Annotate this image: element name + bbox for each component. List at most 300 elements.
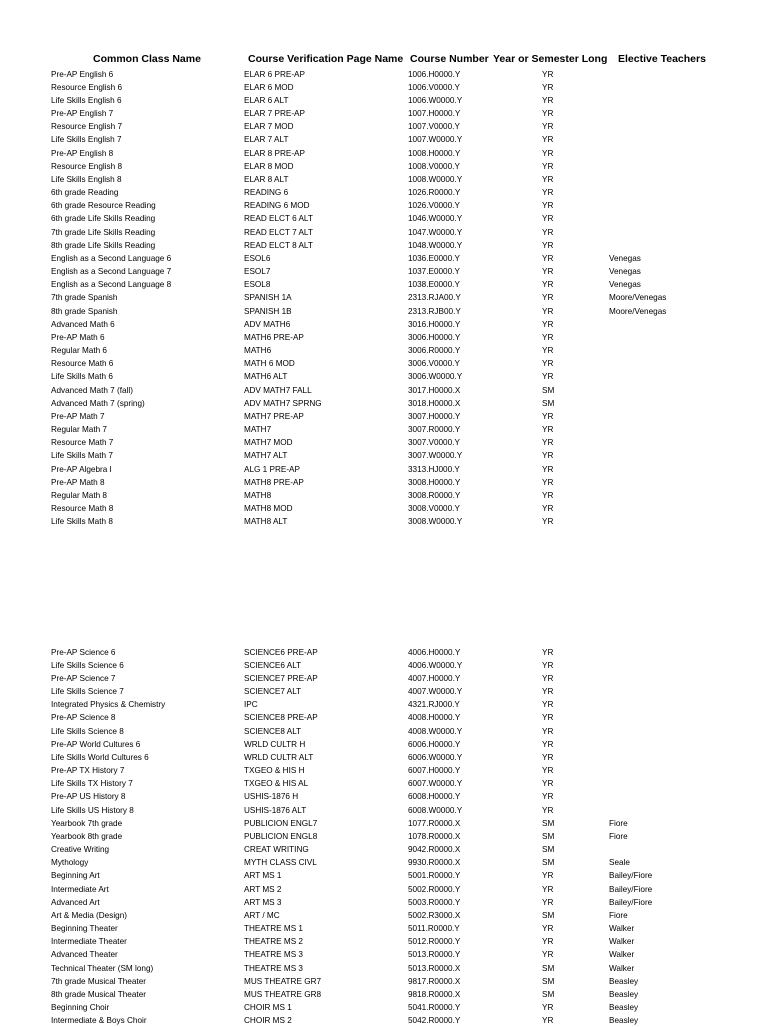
common-class-name-cell: 6th grade Life Skills Reading bbox=[51, 214, 156, 224]
course-row bbox=[0, 883, 768, 896]
course-row bbox=[0, 370, 768, 383]
year-or-semester-cell: YR bbox=[542, 438, 554, 448]
common-class-name-cell: Life Skills Math 7 bbox=[51, 451, 113, 461]
year-or-semester-cell: YR bbox=[542, 359, 554, 369]
year-or-semester-cell: YR bbox=[542, 425, 554, 435]
year-or-semester-cell: YR bbox=[542, 188, 554, 198]
course-number-cell: 9930.R0000.X bbox=[408, 858, 461, 868]
elective-teacher-cell: Beasley bbox=[609, 1003, 639, 1013]
course-row bbox=[0, 463, 768, 476]
course-verification-name-cell: MUS THEATRE GR7 bbox=[244, 976, 322, 986]
course-row bbox=[0, 843, 768, 856]
course-row bbox=[0, 384, 768, 397]
course-number-cell: 5003.R0000.Y bbox=[408, 897, 461, 907]
course-number-cell: 1077.R0000.X bbox=[408, 818, 461, 828]
course-number-cell: 1037.E0000.Y bbox=[408, 267, 460, 277]
course-verification-name-cell: WRLD CULTR H bbox=[244, 739, 306, 749]
year-or-semester-cell: YR bbox=[542, 1016, 554, 1026]
course-row bbox=[0, 173, 768, 186]
common-class-name-cell: Resource Math 8 bbox=[51, 504, 114, 514]
common-class-name-cell: Pre-AP Science 6 bbox=[51, 647, 116, 657]
course-number-cell: 5002.R0000.Y bbox=[408, 884, 461, 894]
course-verification-name-cell: ART MS 3 bbox=[244, 897, 282, 907]
course-number-cell: 3007.W0000.Y bbox=[408, 451, 463, 461]
year-or-semester-cell: YR bbox=[542, 937, 554, 947]
course-row bbox=[0, 515, 768, 528]
course-row bbox=[0, 685, 768, 698]
course-number-cell: 4006.H0000.Y bbox=[408, 647, 461, 657]
course-row bbox=[0, 133, 768, 146]
year-or-semester-cell: YR bbox=[542, 95, 554, 105]
common-class-name-cell: Art & Media (Design) bbox=[51, 910, 127, 920]
year-or-semester-cell: YR bbox=[542, 346, 554, 356]
common-class-name-cell: Resource English 7 bbox=[51, 122, 122, 132]
common-class-name-cell: Life Skills TX History 7 bbox=[51, 779, 133, 789]
course-number-cell: 3007.H0000.Y bbox=[408, 411, 461, 421]
course-row bbox=[0, 318, 768, 331]
year-or-semester-cell: YR bbox=[542, 687, 554, 696]
course-row bbox=[0, 147, 768, 160]
course-number-cell: 6008.W0000.Y bbox=[408, 805, 463, 815]
course-number-cell: 3007.R0000.Y bbox=[408, 425, 461, 435]
course-number-cell: 5001.R0000.Y bbox=[408, 871, 461, 881]
common-class-name-cell: Advanced Art bbox=[51, 897, 100, 907]
common-class-name-cell: Advanced Math 7 (spring) bbox=[51, 398, 145, 408]
course-verification-name-cell: PUBLICION ENGL8 bbox=[244, 831, 318, 841]
year-or-semester-cell: YR bbox=[542, 647, 554, 657]
course-row bbox=[0, 199, 768, 212]
course-number-cell: 2313.RJB00.Y bbox=[408, 306, 461, 316]
course-verification-name-cell: ART MS 2 bbox=[244, 884, 282, 894]
elective-teacher-cell: Fiore bbox=[609, 831, 628, 841]
common-class-name-cell: English as a Second Language 8 bbox=[51, 280, 172, 290]
course-verification-name-cell: CREAT WRITING bbox=[244, 845, 309, 855]
course-number-cell: 3006.R0000.Y bbox=[408, 346, 461, 356]
course-verification-name-cell: ART MS 1 bbox=[244, 871, 282, 881]
course-number-cell: 1006.H0000.Y bbox=[408, 69, 461, 79]
common-class-name-cell: 7th grade Spanish bbox=[51, 293, 118, 303]
year-or-semester-cell: YR bbox=[542, 897, 554, 907]
year-or-semester-cell: YR bbox=[542, 201, 554, 211]
course-row bbox=[0, 1001, 768, 1014]
course-verification-name-cell: ELAR 6 ALT bbox=[244, 95, 289, 105]
common-class-name-cell: 6th grade Resource Reading bbox=[51, 201, 156, 211]
common-class-name-cell: Pre-AP English 8 bbox=[51, 148, 114, 158]
course-number-cell: 1036.E0000.Y bbox=[408, 253, 460, 263]
course-number-cell: 5042.R0000.Y bbox=[408, 1016, 461, 1026]
course-verification-name-cell: WRLD CULTR ALT bbox=[244, 752, 314, 762]
common-class-name-cell: Pre-AP Science 7 bbox=[51, 673, 116, 683]
elective-teacher-cell: Fiore bbox=[609, 818, 628, 828]
course-row bbox=[0, 449, 768, 462]
course-row bbox=[0, 646, 768, 659]
course-row bbox=[0, 777, 768, 790]
course-verification-name-cell: THEATRE MS 1 bbox=[244, 924, 303, 934]
course-verification-name-cell: SCIENCE7 PRE-AP bbox=[244, 673, 318, 683]
course-row bbox=[0, 869, 768, 882]
course-verification-name-cell: THEATRE MS 2 bbox=[244, 937, 303, 947]
course-row bbox=[0, 698, 768, 711]
course-verification-name-cell: ESOL7 bbox=[244, 267, 271, 277]
common-class-name-cell: Advanced Math 7 (fall) bbox=[51, 385, 133, 395]
common-class-name-cell: English as a Second Language 7 bbox=[51, 267, 172, 277]
elective-teacher-cell: Moore/Venegas bbox=[609, 306, 667, 316]
course-verification-name-cell: MATH6 ALT bbox=[244, 372, 288, 382]
common-class-name-cell: Intermediate Theater bbox=[51, 937, 127, 947]
common-class-name-cell: Life Skills Math 8 bbox=[51, 517, 113, 527]
course-verification-name-cell: USHIS-1876 ALT bbox=[244, 805, 307, 815]
year-or-semester-cell: YR bbox=[542, 372, 554, 382]
course-verification-name-cell: READ ELCT 6 ALT bbox=[244, 214, 313, 224]
year-or-semester-cell: SM bbox=[542, 385, 555, 395]
course-number-cell: 1038.E0000.Y bbox=[408, 280, 460, 290]
course-number-cell: 4008.W0000.Y bbox=[408, 726, 463, 736]
common-class-name-cell: Pre-AP English 6 bbox=[51, 69, 114, 79]
year-or-semester-cell: SM bbox=[542, 976, 555, 986]
year-or-semester-cell: YR bbox=[542, 293, 554, 303]
common-class-name-cell: Pre-AP Math 7 bbox=[51, 411, 105, 421]
course-row bbox=[0, 423, 768, 436]
year-or-semester-cell: YR bbox=[542, 792, 554, 802]
year-or-semester-cell: YR bbox=[542, 884, 554, 894]
common-class-name-cell: Pre-AP World Cultures 6 bbox=[51, 739, 141, 749]
course-number-cell: 3017.H0000.X bbox=[408, 385, 461, 395]
course-number-cell: 1008.V0000.Y bbox=[408, 161, 460, 171]
year-or-semester-cell: YR bbox=[542, 490, 554, 500]
common-class-name-cell: 7th grade Musical Theater bbox=[51, 976, 146, 986]
course-verification-name-cell: ELAR 7 PRE-AP bbox=[244, 109, 305, 118]
course-row bbox=[0, 94, 768, 107]
year-or-semester-cell: YR bbox=[542, 950, 554, 960]
course-number-cell: 6006.H0000.Y bbox=[408, 739, 461, 749]
common-class-name-cell: Life Skills English 8 bbox=[51, 174, 122, 184]
course-row bbox=[0, 1014, 768, 1027]
course-verification-name-cell: ELAR 8 ALT bbox=[244, 174, 289, 184]
course-verification-name-cell: MYTH CLASS CIVL bbox=[244, 858, 317, 868]
year-or-semester-cell: YR bbox=[542, 227, 554, 237]
course-number-cell: 1026.R0000.Y bbox=[408, 188, 461, 198]
course-verification-name-cell: THEATRE MS 3 bbox=[244, 950, 303, 960]
course-number-cell: 4008.H0000.Y bbox=[408, 713, 461, 723]
course-row bbox=[0, 344, 768, 357]
course-row bbox=[0, 988, 768, 1001]
year-or-semester-cell: YR bbox=[542, 411, 554, 421]
year-or-semester-cell: SM bbox=[542, 963, 555, 973]
year-or-semester-cell: YR bbox=[542, 805, 554, 815]
course-number-cell: 9042.R0000.X bbox=[408, 845, 461, 855]
elective-teacher-cell: Venegas bbox=[609, 267, 641, 277]
elective-teacher-cell: Seale bbox=[609, 858, 630, 868]
course-number-cell: 5041.R0000.Y bbox=[408, 1003, 461, 1013]
course-row bbox=[0, 817, 768, 830]
year-or-semester-cell: YR bbox=[542, 517, 554, 527]
course-number-cell: 1007.W0000.Y bbox=[408, 135, 463, 145]
course-row bbox=[0, 331, 768, 344]
course-row bbox=[0, 922, 768, 935]
elective-teacher-cell: Walker bbox=[609, 937, 635, 947]
course-row bbox=[0, 764, 768, 777]
year-or-semester-cell: YR bbox=[542, 739, 554, 749]
course-row bbox=[0, 738, 768, 751]
year-or-semester-cell: YR bbox=[542, 766, 554, 776]
header-elective-teachers: Elective Teachers bbox=[618, 53, 706, 65]
year-or-semester-cell: YR bbox=[542, 451, 554, 461]
course-row bbox=[0, 948, 768, 961]
course-row bbox=[0, 975, 768, 988]
course-row bbox=[0, 489, 768, 502]
course-row bbox=[0, 659, 768, 672]
common-class-name-cell: English as a Second Language 6 bbox=[51, 253, 172, 263]
course-verification-name-cell: MATH 6 MOD bbox=[244, 359, 295, 369]
course-verification-name-cell: SCIENCE8 ALT bbox=[244, 726, 302, 736]
course-verification-name-cell: MATH7 MOD bbox=[244, 438, 293, 448]
course-verification-name-cell: SCIENCE6 ALT bbox=[244, 660, 302, 670]
course-number-cell: 1078.R0000.X bbox=[408, 831, 461, 841]
year-or-semester-cell: YR bbox=[542, 779, 554, 789]
course-verification-name-cell: MATH8 ALT bbox=[244, 517, 288, 527]
course-verification-name-cell: MATH6 bbox=[244, 346, 272, 356]
year-or-semester-cell: YR bbox=[542, 477, 554, 487]
course-number-cell: 1047.W0000.Y bbox=[408, 227, 463, 237]
course-verification-name-cell: USHIS-1876 H bbox=[244, 792, 299, 802]
common-class-name-cell: Advanced Math 6 bbox=[51, 319, 115, 329]
course-verification-name-cell: ELAR 8 PRE-AP bbox=[244, 148, 305, 158]
course-number-cell: 3018.H0000.X bbox=[408, 398, 461, 408]
common-class-name-cell: Life Skills English 7 bbox=[51, 135, 122, 145]
year-or-semester-cell: YR bbox=[542, 306, 554, 316]
course-number-cell: 1007.H0000.Y bbox=[408, 109, 461, 118]
common-class-name-cell: Creative Writing bbox=[51, 845, 110, 855]
year-or-semester-cell: YR bbox=[542, 700, 554, 710]
course-verification-name-cell: READ ELCT 8 ALT bbox=[244, 240, 313, 250]
year-or-semester-cell: YR bbox=[542, 713, 554, 723]
year-or-semester-cell: YR bbox=[542, 109, 554, 118]
year-or-semester-cell: YR bbox=[542, 752, 554, 762]
course-number-cell: 6006.W0000.Y bbox=[408, 752, 463, 762]
course-verification-name-cell: ART / MC bbox=[244, 910, 280, 920]
course-number-cell: 5013.R0000.X bbox=[408, 963, 461, 973]
course-verification-name-cell: ELAR 6 PRE-AP bbox=[244, 69, 305, 79]
year-or-semester-cell: SM bbox=[542, 910, 555, 920]
course-number-cell: 3313.HJ000.Y bbox=[408, 464, 460, 474]
course-row bbox=[0, 935, 768, 948]
year-or-semester-cell: YR bbox=[542, 871, 554, 881]
course-row bbox=[0, 790, 768, 803]
course-verification-name-cell: CHOIR MS 1 bbox=[244, 1003, 292, 1013]
common-class-name-cell: Life Skills US History 8 bbox=[51, 805, 134, 815]
course-number-cell: 1006.W0000.Y bbox=[408, 95, 463, 105]
elective-teacher-cell: Beasley bbox=[609, 989, 639, 999]
course-verification-name-cell: TXGEO & HIS H bbox=[244, 766, 305, 776]
course-verification-name-cell: THEATRE MS 3 bbox=[244, 963, 303, 973]
elective-teacher-cell: Venegas bbox=[609, 280, 641, 290]
course-number-cell: 1046.W0000.Y bbox=[408, 214, 463, 224]
common-class-name-cell: Life Skills Science 8 bbox=[51, 726, 124, 736]
elective-teacher-cell: Fiore bbox=[609, 910, 628, 920]
course-number-cell: 6008.H0000.Y bbox=[408, 792, 461, 802]
elective-teacher-cell: Bailey/Fiore bbox=[609, 884, 653, 894]
course-row bbox=[0, 711, 768, 724]
course-number-cell: 3016.H0000.Y bbox=[408, 319, 461, 329]
course-verification-name-cell: PUBLICION ENGL7 bbox=[244, 818, 318, 828]
course-verification-name-cell: MATH8 PRE-AP bbox=[244, 477, 304, 487]
course-verification-name-cell: READING 6 bbox=[244, 188, 289, 198]
year-or-semester-cell: YR bbox=[542, 253, 554, 263]
course-row bbox=[0, 856, 768, 869]
course-verification-name-cell: ESOL8 bbox=[244, 280, 271, 290]
course-number-cell: 9818.R0000.X bbox=[408, 989, 461, 999]
elective-teacher-cell: Moore/Venegas bbox=[609, 293, 667, 303]
course-row bbox=[0, 265, 768, 278]
year-or-semester-cell: YR bbox=[542, 464, 554, 474]
year-or-semester-cell: YR bbox=[542, 1003, 554, 1013]
common-class-name-cell: Yearbook 8th grade bbox=[51, 831, 123, 841]
common-class-name-cell: Life Skills Science 6 bbox=[51, 660, 124, 670]
year-or-semester-cell: YR bbox=[542, 174, 554, 184]
course-verification-name-cell: MATH7 bbox=[244, 425, 272, 435]
course-row bbox=[0, 107, 768, 120]
year-or-semester-cell: YR bbox=[542, 214, 554, 224]
course-row bbox=[0, 397, 768, 410]
common-class-name-cell: Pre-AP Math 6 bbox=[51, 332, 105, 342]
course-row bbox=[0, 226, 768, 239]
common-class-name-cell: Intermediate Art bbox=[51, 884, 109, 894]
common-class-name-cell: Resource English 8 bbox=[51, 161, 122, 171]
course-verification-name-cell: ELAR 8 MOD bbox=[244, 161, 294, 171]
course-verification-name-cell: MATH8 MOD bbox=[244, 504, 293, 514]
course-number-cell: 3008.V0000.Y bbox=[408, 504, 460, 514]
course-number-cell: 1007.V0000.Y bbox=[408, 122, 460, 132]
common-class-name-cell: Beginning Theater bbox=[51, 924, 118, 934]
course-row bbox=[0, 212, 768, 225]
course-row bbox=[0, 291, 768, 304]
common-class-name-cell: Beginning Choir bbox=[51, 1003, 110, 1013]
year-or-semester-cell: YR bbox=[542, 660, 554, 670]
header-year-or-semester: Year or Semester Long bbox=[493, 53, 608, 65]
year-or-semester-cell: YR bbox=[542, 280, 554, 290]
course-row bbox=[0, 305, 768, 318]
year-or-semester-cell: YR bbox=[542, 122, 554, 132]
common-class-name-cell: 8th grade Musical Theater bbox=[51, 989, 146, 999]
course-number-cell: 4321.RJ000.Y bbox=[408, 700, 460, 710]
year-or-semester-cell: YR bbox=[542, 69, 554, 79]
course-number-cell: 3006.V0000.Y bbox=[408, 359, 460, 369]
course-number-cell: 4007.W0000.Y bbox=[408, 687, 463, 696]
course-number-cell: 1048.W0000.Y bbox=[408, 240, 463, 250]
elective-teacher-cell: Beasley bbox=[609, 976, 639, 986]
course-number-cell: 5011.R0000.Y bbox=[408, 924, 460, 934]
year-or-semester-cell: SM bbox=[542, 831, 555, 841]
course-number-cell: 1008.W0000.Y bbox=[408, 174, 463, 184]
course-number-cell: 1008.H0000.Y bbox=[408, 148, 461, 158]
header-common-class-name: Common Class Name bbox=[93, 53, 201, 65]
common-class-name-cell: Pre-AP TX History 7 bbox=[51, 766, 125, 776]
course-number-cell: 3008.H0000.Y bbox=[408, 477, 461, 487]
common-class-name-cell: Pre-AP US History 8 bbox=[51, 792, 126, 802]
course-number-cell: 3006.H0000.Y bbox=[408, 332, 461, 342]
common-class-name-cell: Advanced Theater bbox=[51, 950, 118, 960]
course-row bbox=[0, 186, 768, 199]
course-number-cell: 6007.H0000.Y bbox=[408, 766, 461, 776]
year-or-semester-cell: YR bbox=[542, 82, 554, 92]
common-class-name-cell: 7th grade Life Skills Reading bbox=[51, 227, 156, 237]
year-or-semester-cell: SM bbox=[542, 989, 555, 999]
course-verification-name-cell: READ ELCT 7 ALT bbox=[244, 227, 313, 237]
common-class-name-cell: Regular Math 7 bbox=[51, 425, 107, 435]
elective-teacher-cell: Bailey/Fiore bbox=[609, 871, 653, 881]
common-class-name-cell: Pre-AP English 7 bbox=[51, 109, 114, 118]
course-verification-name-cell: ELAR 7 ALT bbox=[244, 135, 289, 145]
course-number-cell: 5012.R0000.Y bbox=[408, 937, 461, 947]
common-class-name-cell: Life Skills English 6 bbox=[51, 95, 122, 105]
course-row bbox=[0, 502, 768, 515]
common-class-name-cell: Intermediate & Boys Choir bbox=[51, 1016, 147, 1026]
common-class-name-cell: Life Skills Science 7 bbox=[51, 687, 124, 696]
year-or-semester-cell: YR bbox=[542, 148, 554, 158]
course-number-cell: 3007.V0000.Y bbox=[408, 438, 460, 448]
year-or-semester-cell: YR bbox=[542, 267, 554, 277]
course-number-cell: 1026.V0000.Y bbox=[408, 201, 460, 211]
course-number-cell: 5002.R3000.X bbox=[408, 910, 461, 920]
year-or-semester-cell: SM bbox=[542, 845, 555, 855]
course-number-cell: 5013.R0000.Y bbox=[408, 950, 461, 960]
common-class-name-cell: Pre-AP Algebra I bbox=[51, 464, 112, 474]
course-verification-name-cell: ELAR 6 MOD bbox=[244, 82, 294, 92]
year-or-semester-cell: YR bbox=[542, 726, 554, 736]
elective-teacher-cell: Walker bbox=[609, 963, 635, 973]
course-verification-name-cell: MATH7 ALT bbox=[244, 451, 288, 461]
course-verification-name-cell: ESOL6 bbox=[244, 253, 271, 263]
common-class-name-cell: Pre-AP Science 8 bbox=[51, 713, 116, 723]
elective-teacher-cell: Beasley bbox=[609, 1016, 639, 1026]
course-row bbox=[0, 410, 768, 423]
common-class-name-cell: Yearbook 7th grade bbox=[51, 818, 123, 828]
common-class-name-cell: Life Skills Math 6 bbox=[51, 372, 113, 382]
course-verification-name-cell: ELAR 7 MOD bbox=[244, 122, 294, 132]
year-or-semester-cell: YR bbox=[542, 332, 554, 342]
common-class-name-cell: 6th grade Reading bbox=[51, 188, 119, 198]
course-row bbox=[0, 160, 768, 173]
year-or-semester-cell: SM bbox=[542, 858, 555, 868]
common-class-name-cell: Resource Math 7 bbox=[51, 438, 114, 448]
course-number-cell: 2313.RJA00.Y bbox=[408, 293, 461, 303]
header-course-verification-name: Course Verification Page Name bbox=[248, 53, 404, 65]
year-or-semester-cell: YR bbox=[542, 319, 554, 329]
elective-teacher-cell: Walker bbox=[609, 924, 635, 934]
course-row bbox=[0, 830, 768, 843]
course-row bbox=[0, 804, 768, 817]
course-verification-name-cell: SCIENCE8 PRE-AP bbox=[244, 713, 318, 723]
course-row bbox=[0, 725, 768, 738]
year-or-semester-cell: SM bbox=[542, 818, 555, 828]
course-number-cell: 6007.W0000.Y bbox=[408, 779, 463, 789]
course-verification-name-cell: MATH6 PRE-AP bbox=[244, 332, 304, 342]
course-verification-name-cell: TXGEO & HIS AL bbox=[244, 779, 309, 789]
course-verification-name-cell: IPC bbox=[244, 700, 258, 710]
course-verification-name-cell: ADV MATH7 FALL bbox=[244, 385, 312, 395]
course-verification-name-cell: SCIENCE6 PRE-AP bbox=[244, 647, 318, 657]
course-verification-name-cell: SPANISH 1A bbox=[244, 293, 292, 303]
course-number-cell: 3008.W0000.Y bbox=[408, 517, 463, 527]
common-class-name-cell: Mythology bbox=[51, 858, 89, 868]
common-class-name-cell: Beginning Art bbox=[51, 871, 100, 881]
elective-teacher-cell: Venegas bbox=[609, 253, 641, 263]
course-row bbox=[0, 357, 768, 370]
course-number-cell: 3008.R0000.Y bbox=[408, 490, 461, 500]
course-row bbox=[0, 751, 768, 764]
course-number-cell: 9817.R0000.X bbox=[408, 976, 461, 986]
course-verification-name-cell: MATH7 PRE-AP bbox=[244, 411, 304, 421]
